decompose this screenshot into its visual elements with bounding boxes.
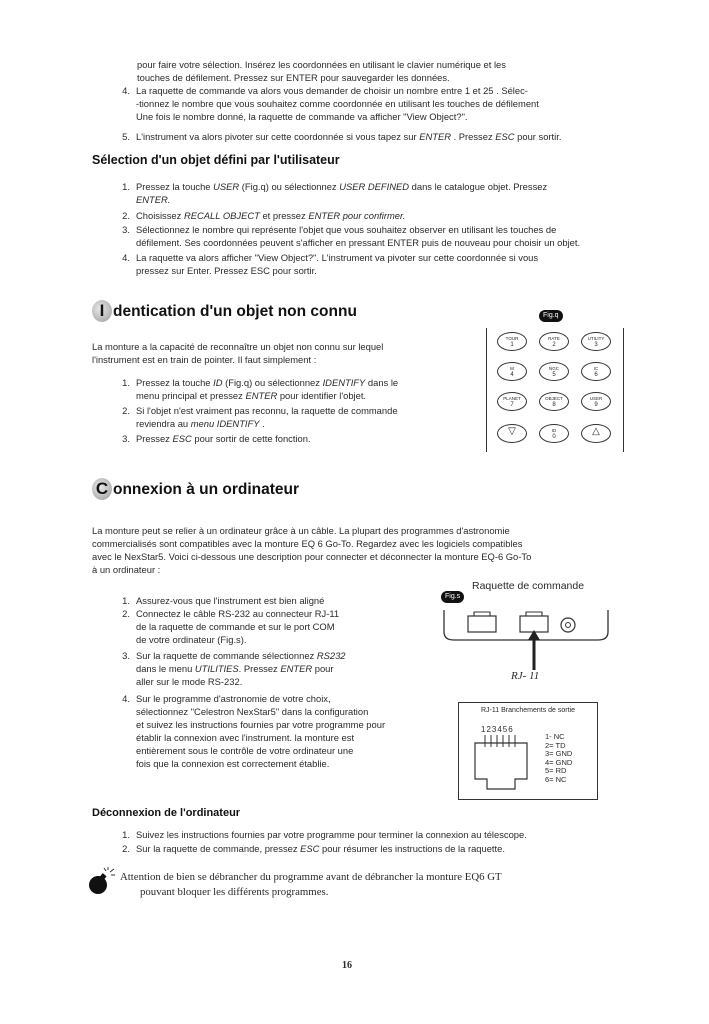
keypad-key-up bbox=[581, 424, 611, 443]
keypad-key-ic bbox=[581, 362, 611, 381]
key-number: 0 bbox=[552, 434, 556, 440]
pin-item: 5= RD bbox=[545, 766, 567, 776]
list-number: 3. bbox=[122, 224, 130, 235]
list-number: 1. bbox=[122, 181, 130, 192]
key-label: RATE bbox=[548, 336, 560, 341]
list-number: 2. bbox=[122, 843, 130, 854]
pin-item: 6= NC bbox=[545, 774, 567, 784]
keypad-key-down bbox=[497, 424, 527, 443]
keypad-key-user bbox=[581, 392, 611, 411]
list-line: Sur le programme d'astronomie de votre choix, bbox=[136, 693, 331, 704]
pin-item: 1- NC bbox=[545, 732, 565, 741]
text: USER DEFINED bbox=[339, 181, 410, 192]
text: Pressez bbox=[136, 433, 173, 444]
list-item bbox=[112, 432, 502, 445]
key-label: IC bbox=[593, 366, 599, 371]
text: dans le catalogue objet. Pressez bbox=[409, 181, 548, 192]
list-line: Assurez-vous que l'instrument est bien aligné bbox=[136, 595, 325, 606]
key-label: UTILITY bbox=[587, 336, 605, 341]
key-number: 7 bbox=[510, 402, 514, 408]
key-number: 8 bbox=[552, 402, 556, 408]
text: Pressez la touche bbox=[136, 181, 214, 192]
list-number: 5. bbox=[122, 131, 130, 142]
text: Pressez la touche bbox=[136, 377, 214, 388]
intro-text bbox=[137, 58, 677, 84]
list-line: de la raquette de commande et sur le port COM bbox=[136, 621, 335, 632]
list-line: défilement. Ses coordonnées peuvent s'afficher en pressant ENTER puis de nouveau pour choisir un objet. bbox=[136, 237, 581, 248]
list-line: pressez sur Enter. Pressez ESC pour sortir. bbox=[136, 265, 317, 276]
text: ENTER bbox=[245, 390, 278, 401]
text: pour bbox=[312, 663, 334, 674]
section-heading: Déconnexion de l'ordinateur bbox=[92, 807, 241, 819]
keypad-key-ngc bbox=[539, 362, 569, 381]
keypad-key-m bbox=[497, 362, 527, 381]
list-item bbox=[112, 180, 692, 206]
text: RS232 bbox=[316, 650, 346, 661]
list-number: 1. bbox=[122, 595, 130, 606]
text-line: l'instrument est en train de pointer. Il faut simplement : bbox=[92, 354, 317, 365]
pin-item: 3= GND bbox=[545, 749, 573, 759]
key-number: 4 bbox=[510, 372, 514, 378]
list-line: aller sur le mode RS-232. bbox=[136, 676, 243, 687]
list-number: 2. bbox=[122, 405, 130, 416]
list-item bbox=[112, 607, 452, 646]
keypad-key-object bbox=[539, 392, 569, 411]
key-number: 2 bbox=[552, 342, 556, 348]
pin-numbers: 123456 bbox=[481, 725, 514, 734]
keypad-key-planet bbox=[497, 392, 527, 411]
intro-line: touches de défilement. Pressez sur ENTER pour sauvegarder les données. bbox=[137, 72, 450, 83]
list-line: entièrement sous le contrôle de votre ordinateur une bbox=[136, 745, 354, 756]
list-number: 4. bbox=[122, 693, 130, 704]
list-line: Une fois le nombre donné, la raquette de commande va afficher "View Object?". bbox=[136, 111, 468, 122]
text: ESC bbox=[172, 433, 192, 444]
list-line: La raquette de commande va alors vous demander de choisir un nombre entre 1 et 25 . Sélec- bbox=[136, 85, 528, 96]
list-item bbox=[112, 404, 502, 430]
list-line: -tionnez le nombre que vous souhaitez comme coordonnée en utilisant les touches de défilement bbox=[136, 98, 539, 109]
text: pour résumer les instructions de la raquette. bbox=[319, 843, 505, 854]
list-number: 2. bbox=[122, 608, 130, 619]
rj11-label: RJ- 11 bbox=[511, 670, 540, 682]
text: UTILITIES bbox=[194, 663, 239, 674]
port-left bbox=[468, 616, 496, 632]
intro-line: pour faire votre sélection. Insérez les coordonnées en utilisant le clavier numérique et les bbox=[137, 59, 506, 70]
key-label: USER bbox=[589, 396, 603, 401]
list-item bbox=[112, 594, 452, 607]
list-line: fois que la connexion est correctement établie. bbox=[136, 758, 330, 769]
text: . Pressez bbox=[450, 131, 496, 142]
text: Sur la raquette de commande sélectionnez bbox=[136, 650, 317, 661]
text: pour sortir. bbox=[514, 131, 562, 142]
keypad-key-id bbox=[539, 424, 569, 443]
key-label: NGC bbox=[549, 366, 559, 371]
section-heading: Sélection d'un objet défini par l'utilisateur bbox=[92, 153, 340, 167]
list-line: Connectez le câble RS-232 au connecteur RJ-11 bbox=[136, 608, 340, 619]
key-label: ID bbox=[551, 428, 557, 433]
drop-cap: I bbox=[92, 300, 112, 322]
text: RECALL OBJECT bbox=[183, 210, 260, 221]
text: (Fig.q) ou sélectionnez bbox=[222, 377, 323, 388]
heading-text: dentication d'un objet non connu bbox=[113, 303, 357, 320]
list-line: sélectionnez "Celestron NexStar5" dans la configuration bbox=[136, 706, 369, 717]
list-number: 1. bbox=[122, 829, 130, 840]
rj11-pinout-box bbox=[458, 702, 598, 800]
figure-badge: Fig.q bbox=[539, 310, 563, 322]
rj11-plug-icon bbox=[473, 733, 529, 793]
list-line: de votre ordinateur (Fig.s). bbox=[136, 634, 247, 645]
pin-item: 2= TD bbox=[545, 740, 566, 750]
drop-cap: C bbox=[92, 478, 112, 500]
list-number: 2. bbox=[122, 210, 130, 221]
text: dans le menu bbox=[136, 663, 195, 674]
list-item bbox=[112, 251, 692, 277]
key-number: ▽ bbox=[508, 426, 516, 437]
list-item bbox=[112, 223, 702, 249]
list-item bbox=[112, 84, 682, 123]
text: (Fig.q) ou sélectionnez bbox=[239, 181, 340, 192]
list-number: 4. bbox=[122, 85, 130, 96]
list-item bbox=[112, 130, 682, 143]
list-line: Suivez les instructions fournies par votre programme pour terminer la connexion au télescope. bbox=[136, 829, 527, 840]
key-label: M bbox=[510, 366, 514, 371]
list-item bbox=[112, 209, 692, 222]
list-number: 3. bbox=[122, 433, 130, 444]
port-round bbox=[561, 618, 575, 632]
figure-caption: Raquette de commande bbox=[472, 580, 585, 592]
key-label: PLANET bbox=[503, 396, 521, 401]
text: ESC bbox=[495, 131, 515, 142]
text: . Pressez bbox=[238, 663, 281, 674]
paragraph bbox=[92, 524, 692, 576]
text-line: La monture peut se relier à un ordinateur grâce à un câble. La plupart des programmes d'astronomie bbox=[92, 525, 510, 536]
text: ESC bbox=[300, 843, 320, 854]
warning-text bbox=[120, 870, 640, 900]
section-heading bbox=[92, 478, 299, 500]
text: Choisissez bbox=[136, 210, 184, 221]
section-heading bbox=[92, 300, 357, 322]
text: ENTER. bbox=[136, 194, 171, 205]
text: menu IDENTIFY bbox=[190, 418, 260, 429]
key-number: 3 bbox=[594, 342, 598, 348]
list-item bbox=[112, 828, 692, 841]
list-line: La raquette va alors afficher "View Object?". L'instrument va pivoter sur cette coordonnée si vous bbox=[136, 252, 539, 263]
key-number: 1 bbox=[510, 342, 514, 348]
list-line: Sélectionnez le nombre qui représente l'objet que vous souhaitez observer en utilisant les touches de bbox=[136, 224, 557, 235]
pin-item: 4= GND bbox=[545, 757, 573, 767]
text: ENTER bbox=[419, 131, 451, 142]
warning-line: Attention de bien se débrancher du programme avant de débrancher la monture EQ6 GT bbox=[120, 871, 502, 883]
list-item bbox=[112, 649, 452, 688]
keypad-key-tour bbox=[497, 332, 527, 351]
list-line: Si l'objet n'est vraiment pas reconnu, la raquette de commande bbox=[136, 405, 398, 416]
keypad-key-rate bbox=[539, 332, 569, 351]
text: . bbox=[259, 418, 265, 429]
pin-list bbox=[545, 733, 572, 785]
text: pour sortir de cette fonction. bbox=[191, 433, 311, 444]
figure-badge: Fig.s bbox=[441, 591, 464, 603]
warning-line: pouvant bloquer les différents programmes. bbox=[140, 886, 329, 898]
text: ENTER bbox=[280, 663, 313, 674]
paragraph bbox=[92, 340, 492, 366]
list-item bbox=[112, 842, 692, 855]
key-label: TOUR bbox=[505, 336, 519, 341]
text: ID bbox=[213, 377, 223, 388]
text-line: La monture a la capacité de reconnaître un objet non connu sur lequel bbox=[92, 341, 384, 352]
list-item bbox=[112, 692, 462, 770]
text: menu principal et pressez bbox=[136, 390, 246, 401]
key-number: 6 bbox=[594, 372, 598, 378]
text: pour identifier l'objet. bbox=[277, 390, 367, 401]
list-line: et suivez les instructions fournies par votre programme pour bbox=[136, 719, 386, 730]
text: IDENTIFY bbox=[322, 377, 366, 388]
key-number: 9 bbox=[594, 402, 598, 408]
list-number: 4. bbox=[122, 252, 130, 263]
heading-text: onnexion à un ordinateur bbox=[113, 481, 300, 498]
list-item bbox=[112, 376, 502, 402]
text: reviendra au bbox=[136, 418, 191, 429]
list-line: établir la connexion avec l'instrument. la monture est bbox=[136, 732, 355, 743]
text: ENTER pour confirmer. bbox=[308, 210, 406, 221]
text: dans le bbox=[365, 377, 399, 388]
text: et pressez bbox=[259, 210, 309, 221]
text: USER bbox=[213, 181, 240, 192]
bomb-icon bbox=[86, 866, 116, 896]
list-number: 3. bbox=[122, 650, 130, 661]
page-number: 16 bbox=[342, 960, 352, 971]
text-line: avec le NexStar5. Voici ci-dessous une description pour connecter et déconnecter la monture EQ-6 Go-To bbox=[92, 551, 532, 562]
port-rj11 bbox=[520, 616, 548, 632]
pinout-title: RJ-11 Branchements de sortie bbox=[480, 707, 576, 714]
text: L'instrument va alors pivoter sur cette coordonnée si vous tapez sur bbox=[136, 131, 420, 142]
keypad-figure bbox=[486, 328, 624, 452]
text-line: à un ordinateur : bbox=[92, 564, 161, 575]
key-number: 5 bbox=[552, 372, 556, 378]
text-line: commercialisés sont compatibles avec la monture EQ 6 Go-To. Regardez avec les logiciels compatibles bbox=[92, 538, 523, 549]
key-label: OBJECT bbox=[545, 396, 563, 401]
text: Sur la raquette de commande, pressez bbox=[136, 843, 301, 854]
keypad-key-utility bbox=[581, 332, 611, 351]
list-number: 1. bbox=[122, 377, 130, 388]
key-number: △ bbox=[592, 426, 600, 437]
